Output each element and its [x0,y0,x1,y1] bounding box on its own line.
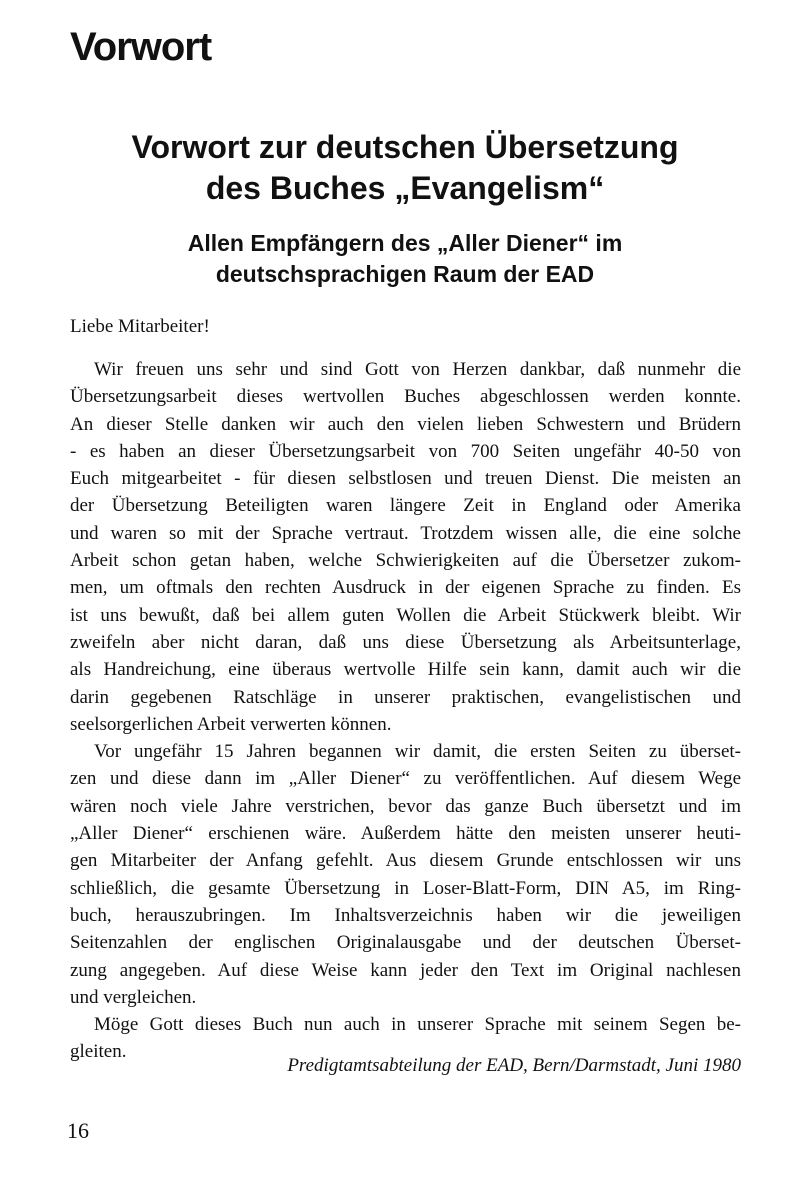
body-text [70,356,741,1066]
subtitle-line-1: Allen Empfängern des „Aller Diener“ im [187,230,623,256]
paragraph-line: ist uns bewußt, daß bei allem guten Wollen die Arbeit Stückwerk bleibt. Wir [70,604,741,626]
paragraph-line: „Aller Diener“ erschienen wäre. Außerdem hätte den meisten unserer heuti- [70,823,741,845]
paragraph-line: der Übersetzung Beteiligten waren längere Zeit in England oder Amerika [70,495,741,517]
paragraph-line: Euch mitgearbeitet - für diesen selbstlosen und treuen Dienst. Die meisten an [70,468,741,490]
page-number: 16 [67,1118,89,1143]
title-line-1: Vorwort zur deutschen Übersetzung [131,129,679,165]
paragraph-line: Arbeit schon getan haben, welche Schwierigkeiten auf die Übersetzer zukom- [70,550,741,572]
paragraph-line: zweifeln aber nicht daran, daß uns diese Übersetzung als Arbeitsunterlage, [70,631,741,653]
page-subtitle [60,228,750,290]
paragraph-line: - es haben an dieser Übersetzungsarbeit von 700 Seiten ungefähr 40-50 von [70,440,741,462]
paragraph-line: darin gegebenen Ratschläge in unserer praktischen, evangelistischen und [70,686,741,708]
paragraph-line: zen und diese dann im „Aller Diener“ zu veröffentlichen. Auf diesem Wege [70,768,741,790]
subtitle-line-2: deutschsprachigen Raum der EAD [215,261,595,287]
paragraph-line: buch, herauszubringen. Im Inhaltsverzeichnis haben wir die jeweiligen [70,904,741,926]
signature-line: Predigtamtsabteilung der EAD, Bern/Darmstadt, Juni 1980 [287,1055,741,1076]
paragraph-line: wären noch viele Jahre verstrichen, bevor das ganze Buch übersetzt und im [70,795,741,817]
paragraph-line: gleiten. [70,1041,127,1063]
paragraph-line: gen Mitarbeiter der Anfang gefehlt. Aus diesem Grunde entschlossen wir uns [70,850,741,872]
paragraph-line: schließlich, die gesamte Übersetzung in Loser-Blatt-Form, DIN A5, im Ring- [70,877,741,899]
paragraph-line: zung angegeben. Auf diese Weise kann jeder den Text im Original nachlesen [70,959,741,981]
paragraph-line: An dieser Stelle danken wir auch den vielen lieben Schwestern und Brüdern [70,413,741,435]
paragraph-line: Vor ungefähr 15 Jahren begannen wir damit, die ersten Seiten zu überset- [94,741,741,763]
paragraph-line: und waren so mit der Sprache vertraut. Trotzdem wissen alle, die eine solche [70,522,741,544]
paragraph-line: seelsorgerlichen Arbeit verwerten können. [70,713,392,735]
paragraph-line: Übersetzungsarbeit dieses wertvollen Buches abgeschlossen werden konnte. [70,386,741,408]
paragraph-line: Wir freuen uns sehr und sind Gott von Herzen dankbar, daß nunmehr die [94,359,741,380]
page-title [60,127,750,209]
paragraph-line: und vergleichen. [70,986,197,1008]
chapter-heading: Vorwort [70,25,212,69]
title-line-2: des Buches „Evangelism“ [205,170,605,206]
paragraph-line: Möge Gott dieses Buch nun auch in unserer Sprache mit seinem Segen be- [94,1014,741,1036]
paragraph-line: als Handreichung, eine überaus wertvolle Hilfe sein kann, damit auch wir die [70,659,741,681]
salutation: Liebe Mitarbeiter! [70,316,210,337]
paragraph-line: Seitenzahlen der englischen Originalausgabe und der deutschen Überset- [70,932,741,954]
paragraph-line: men, um oftmals den rechten Ausdruck in der eigenen Sprache zu finden. Es [70,577,741,599]
